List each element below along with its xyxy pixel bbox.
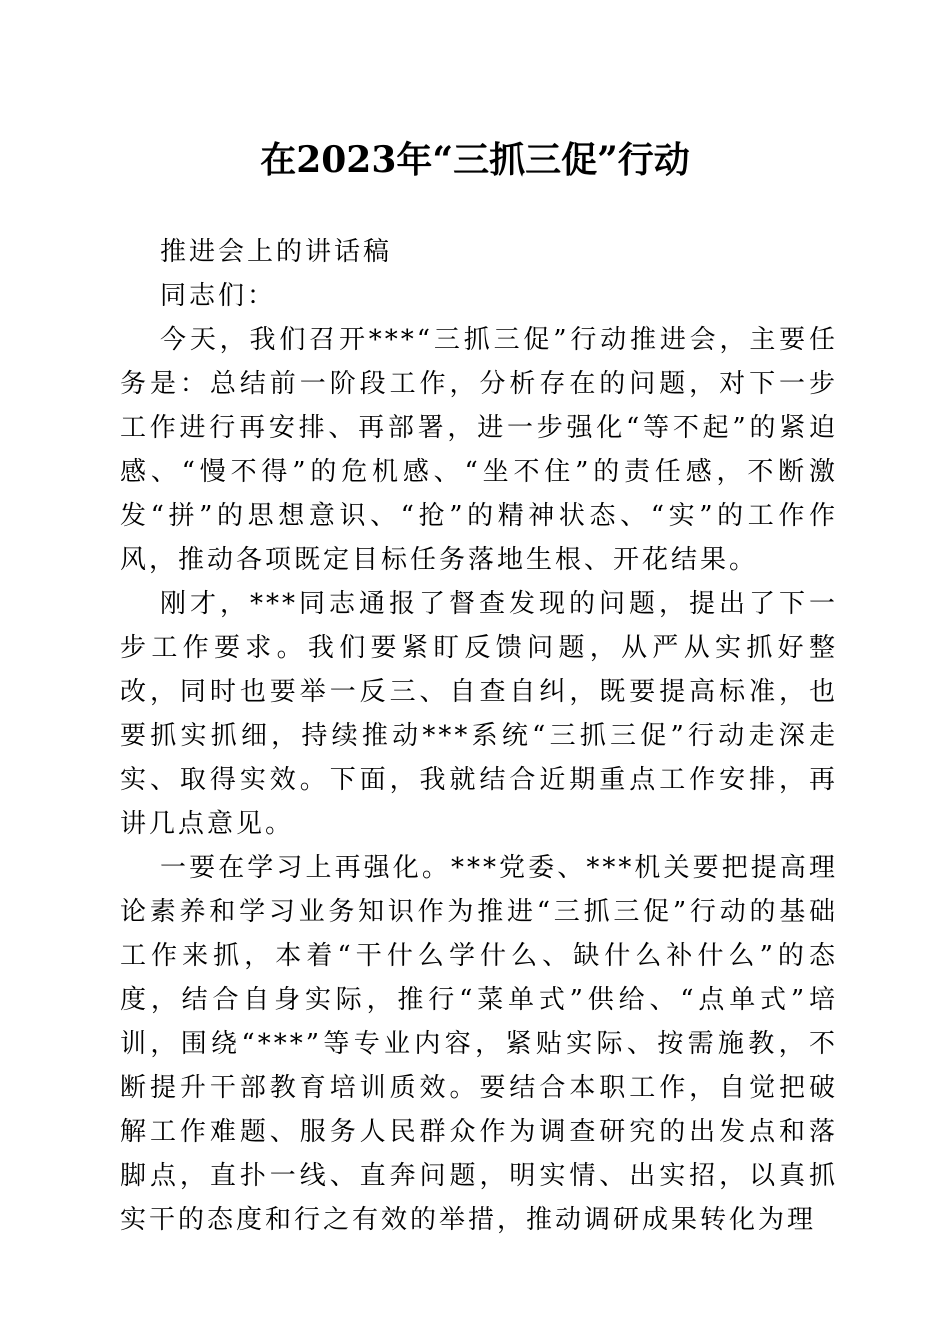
paragraph-2: 刚才，***同志通报了督查发现的问题，提出了下一步工作要求。我们要紧盯反馈问题，从严从实抓好整改，同时也要举一反三、自查自纠，既要提高标准，也要抓实抓细，持续推动***系统“三抓三促”行动走深走实、取得实效。下面，我就结合近期重点工作安排，再讲几点意见。	[120, 589, 838, 839]
document-title: 在2023年“三抓三促”行动	[260, 139, 690, 181]
document-subtitle: 推进会上的讲话稿	[160, 237, 393, 267]
paragraph-1: 今天，我们召开***“三抓三促”行动推进会，主要任务是：总结前一阶段工作，分析存在的问题，对下一步工作进行再安排、再部署，进一步强化“等不起”的紧迫感、“慢不得”的危机感、“坐不住”的责任感，不断激发“拼”的思想意识、“抢”的精神状态、“实”的工作作风，推动各项既定目标任务落地生根、开花结果。	[120, 325, 838, 575]
document-body	[120, 230, 838, 1242]
salutation: 同志们：	[160, 281, 277, 311]
paragraph-3: 一要在学习上再强化。***党委、***机关要把提高理论素养和学习业务知识作为推进“三抓三促”行动的基础工作来抓，本着“干什么学什么、缺什么补什么”的态度，结合自身实际，推行“菜单式”供给、“点单式”培训，围绕“***”等专业内容，紧贴实际、按需施教，不断提升干部教育培训质效。要结合本职工作，自觉把破解工作难题、服务人民群众作为调查研究的出发点和落脚点，直扑一线、直奔问题，明实情、出实招，以真抓实干的态度和行之有效的举措，推动调研成果转化为理	[120, 853, 838, 1235]
